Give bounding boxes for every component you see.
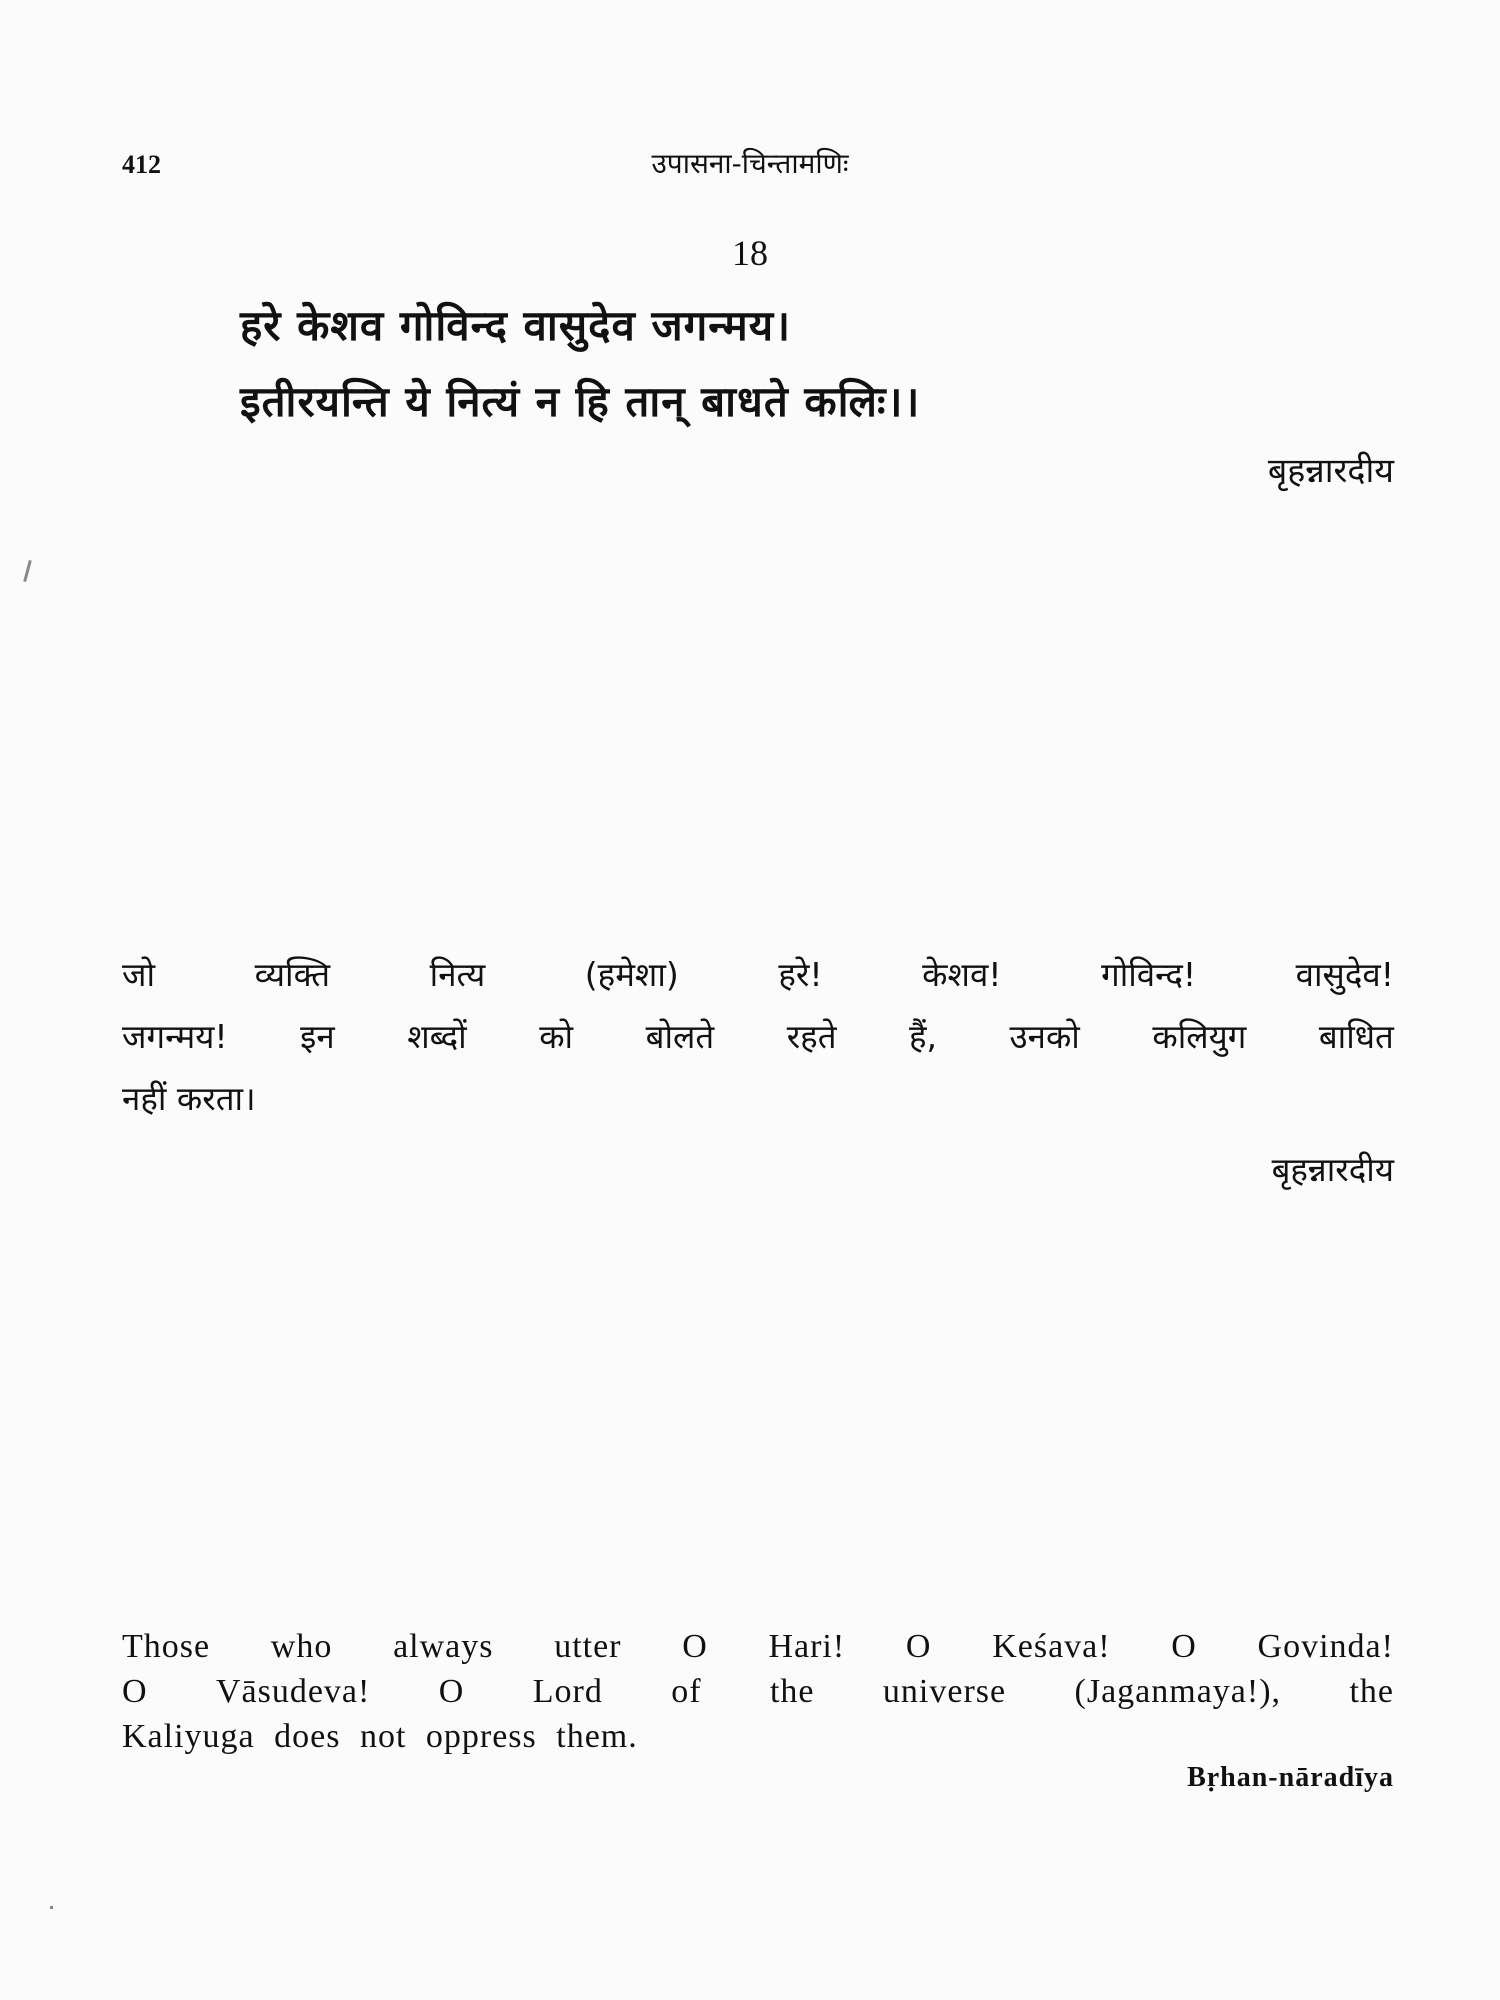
word: रहते <box>786 1017 837 1056</box>
hindi-line <box>122 944 1394 1006</box>
word: Those <box>122 1628 211 1665</box>
word: हैं, <box>909 1017 938 1056</box>
running-head: उपासना-चिन्तामणिः <box>651 147 849 180</box>
word: बाधित <box>1318 1017 1394 1056</box>
word: universe <box>882 1673 1007 1710</box>
word: इन <box>300 1017 335 1056</box>
english-line <box>122 1669 1394 1714</box>
shloka-line: हरे केशव गोविन्द वासुदेव जगन्मय। <box>240 301 792 350</box>
word: Kaliyuga does not oppress them. <box>122 1718 638 1755</box>
english-line <box>122 1624 1394 1669</box>
margin-mark <box>23 560 32 582</box>
word: हरे! <box>778 955 823 994</box>
word: who <box>270 1628 333 1665</box>
word: Vāsudeva! <box>215 1673 371 1710</box>
word: उनको <box>1009 1017 1080 1056</box>
margin-mark <box>50 1906 53 1909</box>
word: जगन्मय! <box>122 1017 228 1056</box>
word: व्यक्ति <box>254 955 331 994</box>
word: नित्य <box>429 955 486 994</box>
word: नहीं करता। <box>122 1079 256 1118</box>
page-number: 412 <box>122 150 161 179</box>
verse-source: बृहन्नारदीय <box>1267 451 1394 491</box>
verse-number: 18 <box>732 233 768 273</box>
word: O <box>1171 1628 1197 1665</box>
word: the <box>1349 1673 1394 1710</box>
word: of <box>671 1673 702 1710</box>
shloka-line: इतीरयन्ति ये नित्यं न हि तान् बाधते कलिः।। <box>240 377 921 426</box>
english-source: Bṛhan-nāradīya <box>1187 1762 1394 1793</box>
word: Lord <box>532 1673 603 1710</box>
word: को <box>539 1017 574 1056</box>
word: गोविन्द! <box>1101 955 1197 994</box>
word: the <box>769 1673 815 1710</box>
english-translation <box>122 1624 1394 1759</box>
word: बोलते <box>645 1017 715 1056</box>
word: Govinda! <box>1257 1628 1394 1665</box>
word: O <box>438 1673 465 1710</box>
hindi-source: बृहन्नारदीय <box>1271 1150 1394 1189</box>
word: Keśava! <box>992 1628 1111 1665</box>
word: (Jaganmaya!), <box>1074 1673 1282 1710</box>
english-line <box>122 1714 1394 1759</box>
word: Hari! <box>768 1628 846 1665</box>
word: जो <box>122 955 156 994</box>
word: O <box>905 1628 932 1665</box>
word: O <box>682 1628 708 1665</box>
word: केशव! <box>922 955 1002 994</box>
hindi-translation <box>122 944 1394 1130</box>
word: O <box>122 1673 148 1710</box>
word: utter <box>554 1628 622 1665</box>
word: कलियुग <box>1152 1017 1247 1056</box>
hindi-line <box>122 1068 1394 1130</box>
word: always <box>393 1628 494 1665</box>
word: वासुदेव! <box>1295 955 1394 994</box>
word: (हमेशा) <box>584 955 679 994</box>
hindi-line <box>122 1006 1394 1068</box>
word: शब्दों <box>407 1017 467 1056</box>
